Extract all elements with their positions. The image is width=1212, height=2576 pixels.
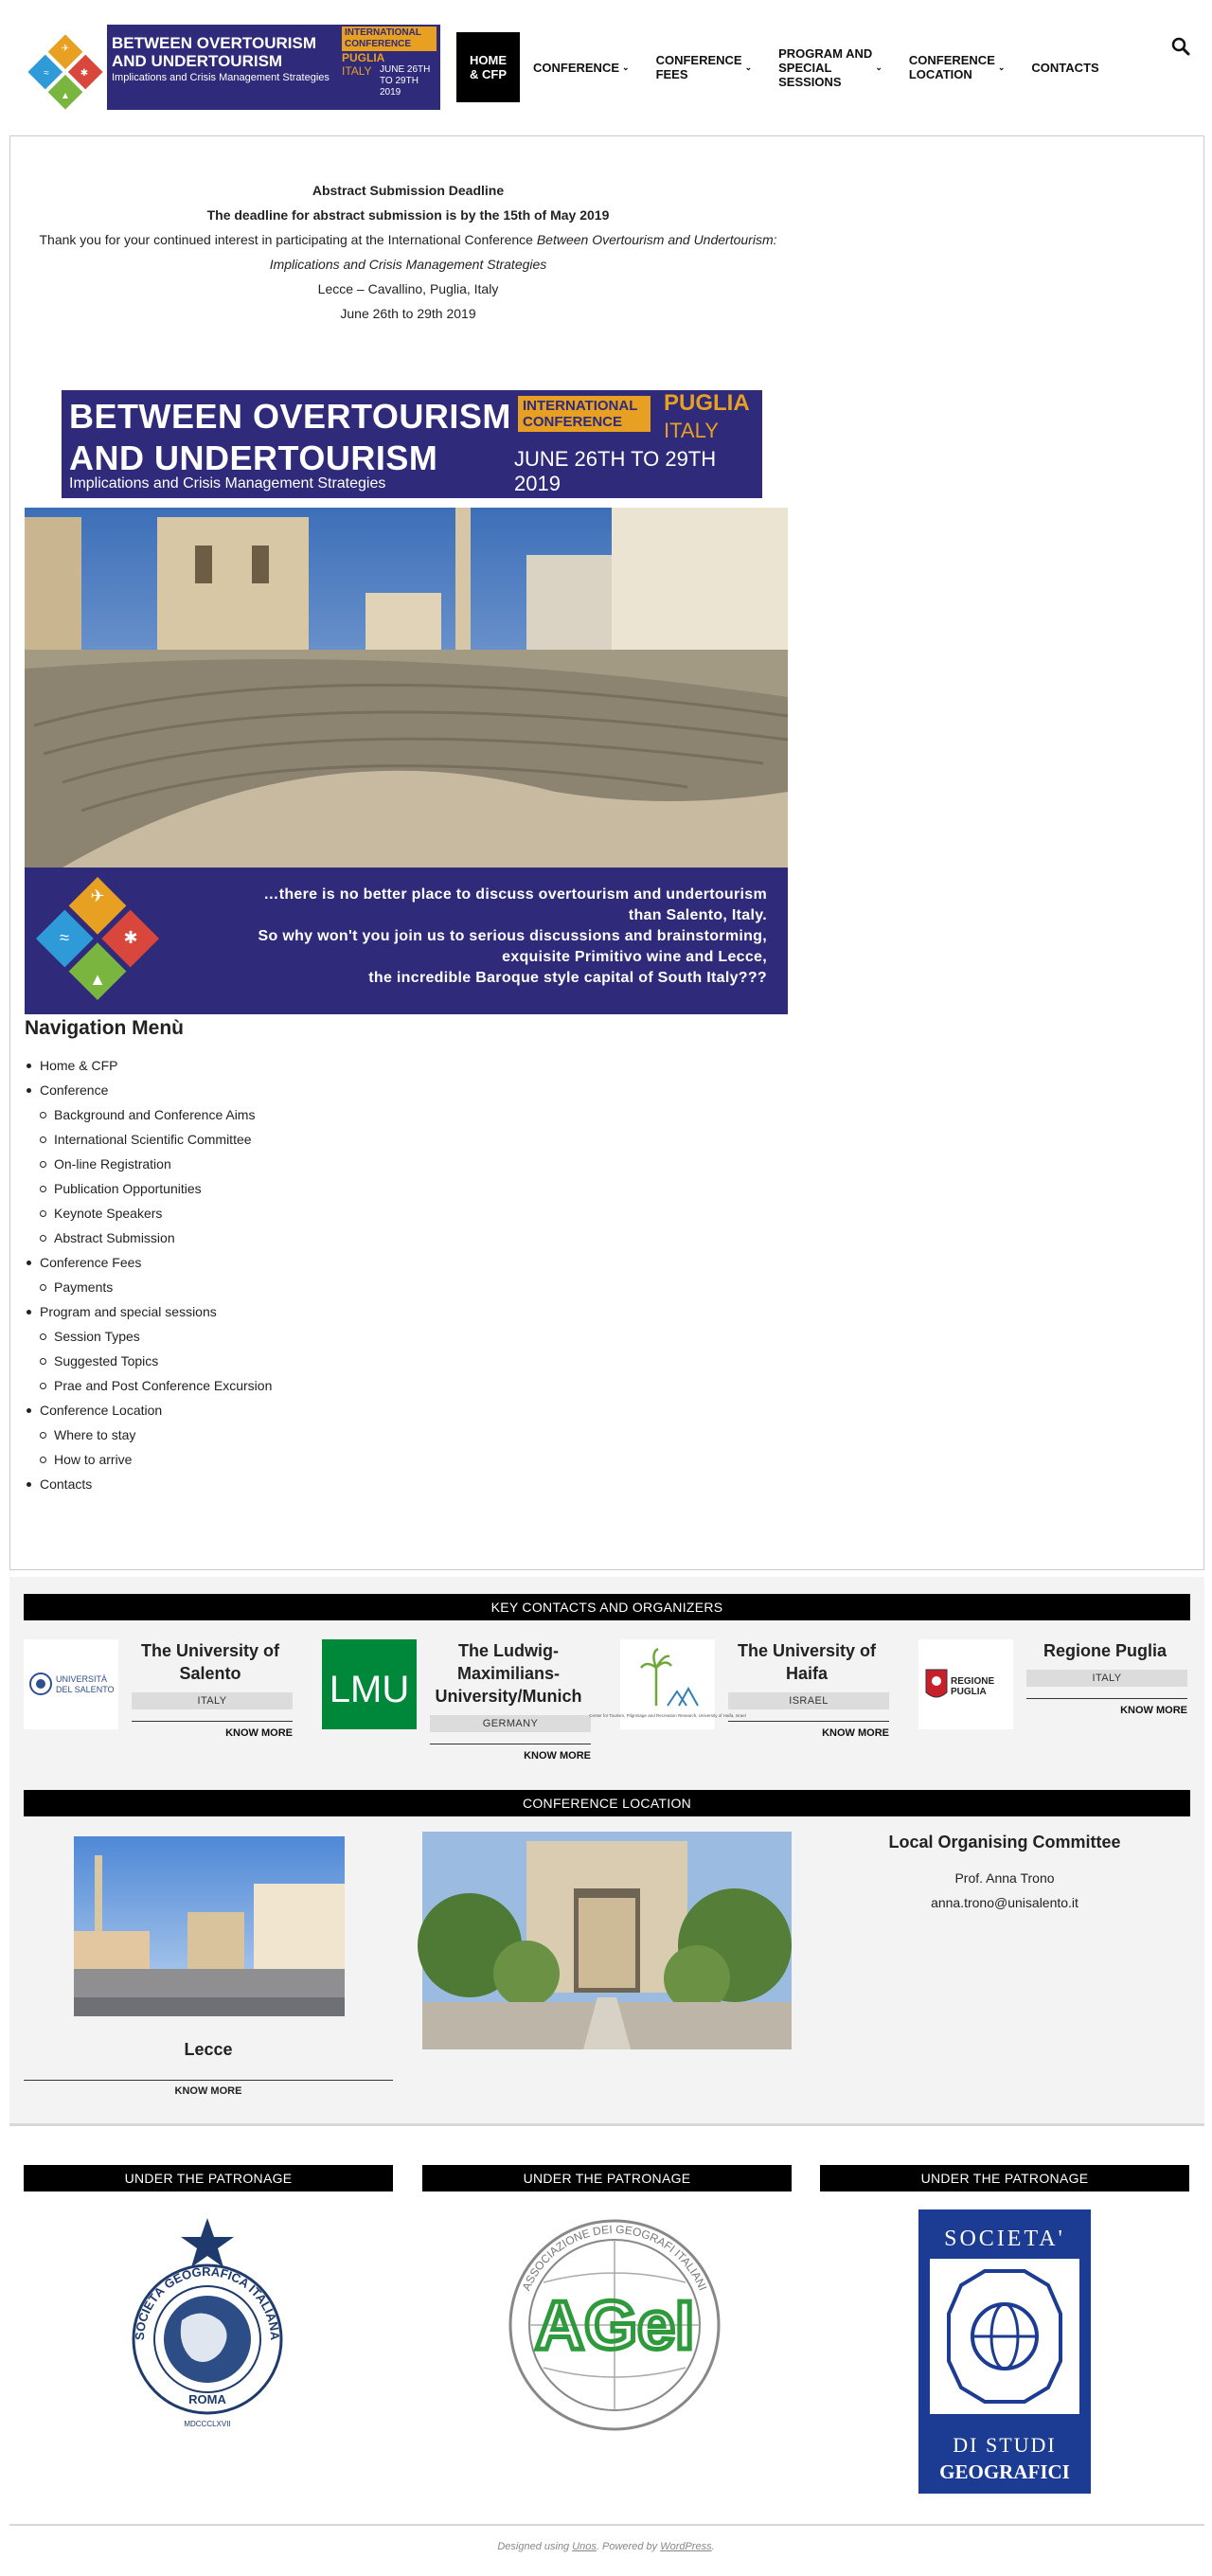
caption-line3: So why won't you join us to serious discussions and brainstorming, — [258, 928, 767, 944]
org-university-salento — [24, 1639, 298, 1758]
menu-item-suggested-topics[interactable]: Suggested Topics — [25, 1349, 272, 1373]
org-name-line1: Regione Puglia — [1043, 1641, 1167, 1660]
key-contacts-heading: KEY CONTACTS AND ORGANIZERS — [24, 1594, 1190, 1620]
menu-item-conference-location[interactable]: Conference Location — [25, 1398, 272, 1422]
menu-item-scientific-committee[interactable]: International Scientific Committee — [25, 1127, 272, 1152]
university-haifa-logo-icon[interactable] — [589, 1639, 746, 1729]
conference-banner — [62, 390, 762, 498]
salento-logo-text-1: UNIVERSITÀ — [56, 1674, 108, 1684]
org-country: ITALY — [1026, 1670, 1187, 1687]
logo-dates: JUNE 26TH TO 29TH 2019 — [380, 64, 431, 98]
logo-title — [112, 34, 344, 70]
know-more-link[interactable]: KNOW MORE — [174, 2085, 242, 2097]
menu-item-online-registration[interactable]: On-line Registration — [25, 1152, 272, 1176]
org-country: ITALY — [132, 1692, 293, 1709]
org-name — [128, 1639, 293, 1685]
nav-conference-location[interactable] — [896, 32, 1019, 102]
footer-prefix: Designed using — [497, 2541, 573, 2552]
logo-title-line2: AND UNDERTOURISM — [112, 52, 283, 70]
nav-location-label-2: LOCATION — [908, 67, 972, 81]
org-name-line1: The University of — [737, 1641, 877, 1660]
university-salento-logo-icon[interactable] — [24, 1639, 118, 1729]
societa-studi-geografici-logo[interactable] — [918, 2209, 1091, 2494]
site-footer — [0, 2541, 1212, 2552]
ssg-logo-bottom-1: DI STUDI — [953, 2433, 1057, 2457]
nav-conference-fees[interactable] — [643, 32, 766, 102]
logo-title-line1: BETWEEN OVERTOURISM — [112, 34, 316, 52]
svg-text:▲: ▲ — [61, 91, 70, 101]
logo-region: PUGLIA — [342, 51, 385, 64]
logo-badge-block — [342, 27, 437, 98]
ssg-logo-top: SOCIETA' — [944, 2227, 1065, 2251]
chevron-down-icon: ⌄ — [997, 62, 1006, 72]
intro-thanks — [20, 227, 796, 252]
org-name-line1: The University of — [140, 1641, 280, 1660]
main-content — [9, 135, 1204, 1570]
know-more-link[interactable]: KNOW MORE — [524, 1750, 591, 1762]
site-header — [0, 0, 1212, 133]
banner-conference-badge — [518, 396, 651, 432]
lecce-square-photo[interactable] — [74, 1836, 345, 2016]
org-name-line3: University/Munich — [435, 1687, 582, 1706]
nav-fees-label-1: CONFERENCE — [655, 53, 742, 67]
org-name-line1: The Ludwig- — [458, 1641, 559, 1660]
salento-logo-text-2: DEL SALENTO — [56, 1685, 115, 1694]
nav-home-label-2: & CFP — [470, 67, 507, 81]
know-more-link[interactable]: KNOW MORE — [1120, 1705, 1187, 1716]
intro-heading: Abstract Submission Deadline — [312, 183, 505, 198]
org-name — [426, 1639, 591, 1708]
agei-logo-mark: AGeI — [534, 2288, 695, 2364]
local-committee — [820, 1833, 1189, 1915]
navigation-menu — [25, 1053, 272, 1496]
main-nav — [456, 32, 1113, 102]
agei-logo[interactable] — [506, 2216, 723, 2434]
sgi-logo-year: MDCCCLXVII — [184, 2420, 231, 2428]
intro-thanks-text: Thank you for your continued interest in participating at the International Conference — [39, 232, 533, 247]
banner-conf-line2: CONFERENCE — [523, 414, 623, 430]
divider — [24, 2080, 393, 2081]
banner-country: ITALY — [664, 419, 719, 442]
patronage-heading: UNDER THE PATRONAGE — [820, 2165, 1189, 2191]
menu-item-payments[interactable]: Payments — [25, 1275, 272, 1299]
org-name — [1023, 1639, 1187, 1662]
logo-conference-badge: INTERNATIONAL CONFERENCE — [342, 27, 437, 51]
know-more-link[interactable]: KNOW MORE — [822, 1727, 889, 1739]
caption-line1: …there is no better place to discuss overtourism and undertourism — [263, 886, 767, 903]
conference-logo-icon — [27, 868, 169, 1010]
chevron-down-icon: ⌄ — [744, 62, 753, 72]
footer-middle: . Powered by — [596, 2541, 661, 2552]
caption-line4: exquisite Primitivo wine and Lecce, — [502, 949, 767, 965]
puglia-logo-text-2: PUGLIA — [951, 1687, 987, 1697]
menu-item-program-sessions[interactable]: Program and special sessions — [25, 1299, 272, 1324]
menu-item-background-aims[interactable]: Background and Conference Aims — [25, 1102, 272, 1127]
logo-banner[interactable] — [107, 25, 440, 110]
nav-program-label-1: PROGRAM AND — [778, 45, 873, 61]
know-more-link[interactable]: KNOW MORE — [225, 1727, 293, 1739]
org-country: ISRAEL — [728, 1692, 889, 1709]
puglia-logo-text-1: REGIONE — [951, 1676, 995, 1687]
nav-conference-label: CONFERENCE — [533, 60, 620, 75]
menu-item-how-to-arrive[interactable]: How to arrive — [25, 1447, 272, 1472]
banner-title-line1: BETWEEN OVERTOURISM — [69, 397, 511, 436]
caption-line2: than Salento, Italy. — [628, 907, 767, 923]
agei-logo-text: ASSOCIAZIONE DEI GEOGRAFI ITALIANI — [519, 2222, 710, 2293]
sgi-logo-city: ROMA — [188, 2392, 226, 2406]
logo-country: ITALY — [342, 64, 372, 78]
lmu-logo-icon[interactable] — [322, 1639, 417, 1729]
svg-text:✈: ✈ — [61, 44, 70, 54]
org-lmu-munich — [322, 1639, 597, 1762]
caption-line5: the incredible Baroque style capital of South Italy??? — [368, 970, 767, 986]
org-university-haifa — [589, 1639, 895, 1758]
svg-text:✈: ✈ — [90, 886, 105, 905]
org-name-line2: Maximilians- — [456, 1664, 561, 1683]
menu-item-conference[interactable]: Conference — [25, 1078, 272, 1102]
logo-subtitle: Implications and Crisis Management Strategies — [112, 72, 330, 83]
banner-title-line2: AND UNDERTOURISM — [69, 438, 438, 477]
nav-contacts[interactable] — [1018, 32, 1112, 102]
menu-item-session-types[interactable]: Session Types — [25, 1324, 272, 1349]
nav-program[interactable] — [765, 32, 896, 102]
svg-text:▲: ▲ — [89, 970, 106, 989]
menu-item-conference-fees[interactable]: Conference Fees — [25, 1250, 272, 1275]
menu-item-where-to-stay[interactable]: Where to stay — [25, 1422, 272, 1447]
nav-program-label-2: SPECIAL — [778, 60, 832, 75]
nav-program-label-3: SESSIONS — [778, 74, 842, 89]
regione-puglia-logo-icon[interactable] — [918, 1639, 1013, 1729]
footer-theme-link[interactable]: Unos — [572, 2541, 597, 2552]
photo-caption-banner — [25, 868, 788, 1014]
divider — [132, 1721, 293, 1722]
navigation-menu-title: Navigation Menù — [25, 1017, 185, 1039]
banner-region: PUGLIA — [664, 390, 750, 416]
intro-conference-name-a: Between Overtourism and Undertourism: — [536, 232, 777, 247]
banner-dates: JUNE 26TH TO 29TH 2019 — [514, 447, 717, 495]
banner-subtitle: Implications and Crisis Management Strategies — [69, 475, 386, 492]
committee-email[interactable]: anna.trono@unisalento.it — [931, 1895, 1078, 1910]
svg-text:✱: ✱ — [80, 68, 89, 79]
lmu-logo-text: LMU — [329, 1669, 410, 1710]
nav-contacts-label: CONTACTS — [1031, 60, 1099, 75]
lecce-title: Lecce — [184, 2040, 233, 2059]
menu-item-keynote-speakers[interactable]: Keynote Speakers — [25, 1201, 272, 1225]
menu-item-excursion[interactable]: Prae and Post Conference Excursion — [25, 1373, 272, 1398]
sgi-logo-text: SOCIETÀ GEOGRAFICA ITALIANA — [132, 2263, 283, 2341]
divider — [728, 1721, 889, 1722]
lecce-gate-photo[interactable] — [422, 1832, 792, 2049]
menu-item-abstract-submission[interactable]: Abstract Submission — [25, 1225, 272, 1250]
intro-deadline: The deadline for abstract submission is by the 15th of May 2019 — [206, 207, 610, 223]
committee-name: Prof. Anna Trono — [954, 1870, 1055, 1886]
societa-geografica-italiana-logo[interactable] — [125, 2216, 291, 2432]
svg-text:≈: ≈ — [60, 928, 69, 947]
conference-logo-icon[interactable] — [24, 34, 107, 110]
org-name-line2: Haifa — [785, 1664, 828, 1683]
org-name-line2: Salento — [179, 1664, 241, 1683]
committee-title: Local Organising Committee — [888, 1833, 1121, 1852]
footer-platform-link[interactable]: WordPress — [660, 2541, 712, 2552]
intro-block — [20, 178, 796, 326]
nav-conference[interactable] — [520, 32, 643, 102]
photo-caption-text — [161, 885, 767, 989]
intro-dates: June 26th to 29th 2019 — [340, 306, 476, 321]
chevron-down-icon: ⌄ — [875, 62, 882, 72]
svg-text:≈: ≈ — [44, 68, 49, 79]
chevron-down-icon: ⌄ — [622, 62, 630, 72]
svg-text:✱: ✱ — [123, 928, 138, 947]
menu-item-contacts[interactable]: Contacts — [25, 1472, 272, 1496]
menu-item-publication-opportunities[interactable]: Publication Opportunities — [25, 1176, 272, 1201]
intro-place: Lecce – Cavallino, Puglia, Italy — [317, 281, 499, 296]
nav-home-cfp[interactable] — [456, 32, 520, 102]
menu-item-home-cfp[interactable]: Home & CFP — [25, 1053, 272, 1078]
nav-location-label-1: CONFERENCE — [908, 53, 995, 67]
nav-home-label-1: HOME — [470, 53, 507, 67]
ssg-logo-bottom-2: GEOGRAFICI — [939, 2460, 1070, 2483]
patronage-heading: UNDER THE PATRONAGE — [422, 2165, 792, 2191]
nav-fees-label-2: FEES — [655, 67, 688, 81]
banner-conf-line1: INTERNATIONAL — [523, 398, 638, 414]
org-regione-puglia — [918, 1639, 1193, 1758]
haifa-logo-text: Center for Tourism, Pilgrimage and Recreation Research, University of Haifa, Israel — [589, 1713, 746, 1718]
intro-conference-name-b: Implications and Crisis Management Strategies — [269, 257, 547, 272]
divider — [1026, 1698, 1187, 1699]
org-name — [724, 1639, 889, 1685]
footer-suffix: . — [711, 2541, 715, 2552]
search-icon[interactable] — [1170, 36, 1191, 57]
lecce-amphitheatre-photo — [25, 508, 788, 868]
banner-title — [69, 396, 514, 479]
patronage-heading: UNDER THE PATRONAGE — [24, 2165, 393, 2191]
conference-location-heading: CONFERENCE LOCATION — [24, 1790, 1190, 1816]
footer-divider — [9, 2524, 1204, 2526]
org-country: GERMANY — [430, 1715, 591, 1732]
